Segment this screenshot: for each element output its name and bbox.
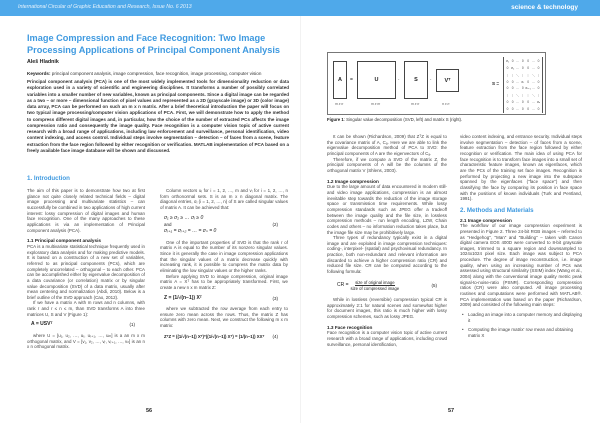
matrix-entry: … [516, 79, 520, 84]
equation-number: (3) [272, 295, 278, 301]
matrix-entry: ⋱ [516, 93, 520, 98]
matrix-entry: ⋮ [526, 72, 530, 77]
matrix-entry: ⋱ [516, 72, 520, 77]
page-spine [300, 16, 301, 423]
matrix-entry: 0 [511, 79, 514, 84]
equation-text: σ₁ ≥ σ₂ ≥ … σᵣ ≥ 0 [164, 214, 204, 221]
list-item: • Loading an image into a computer memory and displaying it [460, 312, 582, 323]
figure-caption [327, 117, 462, 122]
matrix-entry: ⋱ [531, 93, 535, 98]
abstract: Principal component analysis (PCA) is one of the most widely implemented tools for dimensionality reduction or data exploration used in a variety of scientific and engineering disciplines. It transforms a number of possibly correlated variables into a smaller number of new variables, known as principal components. Since a digital image can be regarded as a two – or more – dimensional function of pixel values and represented as a 2D (grayscale image) or 3D (color image) data array, PCA can be performed on such an m x n matrix. After a brief theoretical introduction the paper will focus on two typical image processing/computer vision applications of PCA. First, we will demonstrate how to apply the method to compress different digital images and, in particular, how the choice of the number of extracted PCs affects the image compression ratio and consequently the image quality. Face recognition is a computer vision topic of active current research with a broad range of applications, including law enforcement and surveillance, personal identification, video content indexing, and access control. Individual steps involve segmentation – detection – of faces from a scene, feature extraction from the face region followed by either recognition or verification. MATLAB implementation of PCA based on a freely available face image database will be shown and discussed. [27, 79, 289, 153]
matrix-entry: ⋱ [531, 72, 535, 77]
equation-2a [160, 211, 288, 223]
matrix-u-box: U [357, 61, 396, 99]
matrix-entry: ⋮ [511, 93, 515, 98]
list-item: • Computing the image matrix' row mean and obtaining matrix X [460, 327, 582, 338]
equation-text: Z = (1/√(n−1)) Xᵀ [164, 294, 202, 301]
matrix-entry: 0 [527, 66, 529, 71]
equation-text: ZᵀZ = ((1/√(n−1)) Xᵀ)ᵀ((1/√(n−1)) Xᵀ) = (1/(n−1)) XXᵀ [164, 333, 265, 339]
matrix-entry: ⋮ [536, 72, 541, 77]
matrix-entry: 0 [506, 86, 509, 91]
equation-5 [327, 275, 447, 297]
dim-label: n x n [442, 102, 450, 106]
equation-text: σᵣ₊₁ = σᵣ₊₂ = … = σₙ = 0 [164, 227, 217, 234]
journal-name: International Circular of Graphic Education and Research, Issue No. 6 2013 [18, 4, 192, 10]
matrix-entry: 0 [506, 106, 509, 111]
matrix-entry: ⋮ [511, 72, 515, 77]
matrix-entry: … [516, 66, 520, 71]
matrix-entry: 0 [506, 99, 509, 104]
paragraph: Column vectors uᵢ for i = 1, 2, …, m and vᵢ for i = 1, 2, …, n form orthonormal sets. S is an m x n diagonal matrix. The diagonal entries, σᵢ (i = 1, 2, …, n) of S are called singular values of matrix A. It can be achieved that: [160, 188, 288, 210]
matrix-entry: 0 [537, 79, 540, 84]
matrix-entry: 0 [537, 59, 540, 64]
matrix-entry: σₙ [536, 99, 541, 104]
matrix-entry: ⋮ [505, 72, 510, 77]
paragraph: One of the important properties of SVD is that the rank r of matrix A is equal to the number of its nonzero singular values. Since it is generally the case in image compression applications that the singular values of a matrix decrease quickly with increasing rank, it is possible to compress the matrix data by eliminating the low singular values or the higher ranks. [160, 239, 288, 273]
equation-number: (4) [272, 333, 278, 339]
s-matrix-label: S = [492, 81, 500, 86]
matrix-entry: … [531, 106, 535, 111]
matrix-entry: … [516, 106, 520, 111]
intro-heading: 1. Introduction [27, 175, 70, 182]
right-page-column-1 [327, 134, 447, 347]
equation-2b [160, 228, 288, 240]
pca-heading: 1.1 Principal component analysis [27, 238, 101, 244]
caption-text: : Singular value decomposition (SVD, left) and matrix S (right). [343, 117, 463, 122]
matrix-entry: … [531, 59, 535, 64]
matrix-entry: … [531, 79, 535, 84]
ic-heading: 2.1 Image compression [460, 217, 512, 223]
paragraph: The workflow of our image compression experiment is presented in Figure 2. Three 24-bit RGB images – referred to as "Hedgehog", "Man" and "Building" – taken with Canon digital camera EOS 400D were converted to 8-bit grayscale images, trimmed to a square region and downsampled to 1024x1024 pixel size. Each image was subject to PCA procedure. The degree of image reconstruction, i.e. image quality, when using an increasing number of PCs was assessed using structural similarity (SSIM) index (Wang et al., 2004) along with the conventional image quality metric peak signal-to-noise-ratio (PSNR). Corresponding compression ratios (CR) were also computed. All image processing routines and computations were performed with MATLAB®. PCA implementation was based on the paper (Richardson, 2009) and consisted of the following main steps: [460, 223, 582, 308]
matrix-entry: ⋮ [536, 93, 541, 98]
matrix-entry: 0 [521, 99, 524, 104]
keywords [27, 71, 292, 76]
dim-label: m x n [335, 102, 344, 106]
matrix-entry: ⋮ [505, 93, 510, 98]
equation-3 [160, 291, 288, 307]
equation-number: (2) [272, 222, 278, 228]
article-author: Aleš Hladnik [27, 59, 59, 65]
keywords-text: principal component analysis, image compression, face recognition, image processing, computer vision [51, 71, 262, 76]
matrix-entry: … [516, 59, 520, 64]
figure-1 [327, 52, 546, 115]
left-page-column-1 [27, 188, 145, 350]
matrix-entry: 0 [537, 106, 540, 111]
equation-text: and [164, 222, 172, 228]
dim-label: m x n [411, 102, 420, 106]
matrix-s-box: S [404, 61, 428, 99]
matrix-entry: 0 [527, 79, 529, 84]
matrix-entry: ⋮ [521, 72, 525, 77]
equation-number: (5) [431, 283, 437, 289]
caption-label: Figure 1 [327, 117, 344, 122]
matrix-a-box: A [333, 61, 347, 99]
article-title: Image Compression and Face Recognition: Two Image Processing Applications of Principal Component Analysis [27, 33, 281, 55]
cr-label: CR = [337, 282, 349, 289]
matrix-entry: 0 [521, 106, 524, 111]
paragraph: where we subtracted the row average from each entry to ensure zero mean across the rows. Thus, the matrix Z has columns with zero mean. Next, we construct the following m x m matrix: [160, 306, 288, 329]
matrix-entry: 0 [527, 59, 529, 64]
matrix-entry: σ₂ [511, 66, 515, 71]
matrix-entry: … [531, 99, 535, 104]
image-compression-heading: 1.2 Image compression [327, 178, 379, 184]
matrix-entry: 0 [511, 86, 514, 91]
page-number-right: 57 [448, 408, 455, 414]
matrix-entry: … [516, 99, 520, 104]
fraction-denominator: size of compressed image [350, 286, 400, 292]
page-number-left: 56 [146, 408, 153, 414]
matrix-entry: σ₁ [506, 59, 510, 64]
matrix-entry: σᵣ₊₁ [525, 86, 531, 91]
matrix-entry: 0 [527, 106, 529, 111]
matrix-entry: 0 [511, 59, 514, 64]
paragraph: Due to the large amount of data encountered in modern still- and video image applications, compression is an almost inevitable step towards the reduction of the image storage space or transmission time requirements. While lossy compression standards such as JPEG offer a tradeoff between the image quality and the file size, in lossless compression methods – run length encoding, LZW, Chain codes and others – no information reduction takes place, but the image file size may be prohibitively large. [327, 184, 447, 235]
face-recognition-heading: 1.3 Face recognition [327, 324, 373, 330]
equation-text: A = USVᵀ [31, 321, 53, 328]
matrix-entry: 0 [537, 66, 540, 71]
paragraph: video content indexing, and entrance security. Individual steps involve segmentation – detection – of faces from a scene, feature extraction from the face region followed by either recognition or verification. The main idea of using PCA for face recognition is to transform face images into a small set of characteristic feature images, known as eigenfaces, which are the PCs of the training set face images. Recognition is performed by projecting a new image into the subspace spanned by the eigenfaces ("face space") and then classifying the face by comparing its position in face space with the positions of known individuals (Turk and Pentland, 1991). [460, 134, 582, 202]
dim-label: m x m [371, 102, 381, 106]
matrix-entry: 0 [537, 86, 540, 91]
equals-sign: = [350, 77, 353, 83]
matrix-entry: 0 [511, 99, 514, 104]
paragraph: Therefore, if we compute a SVD of the matrix Z, the principal components of A will be the columns of the orthogonal matrix V (Shlens, 2003). [327, 156, 447, 173]
matrix-entry: 0 [506, 66, 509, 71]
matrix-entry: 0 [511, 106, 514, 111]
s-matrix [503, 57, 543, 113]
fraction-numerator: size of original image [355, 279, 395, 285]
matrix-entry: ⋮ [521, 93, 525, 98]
matrix-entry: 0 [521, 59, 524, 64]
paragraph: Three types of redundancy typically exist in a digital image and are exploited in image compression techniques: coding-, interpixel- (spatial) and psychovisual redundancy. In practice, both non-redundant and relevant information are discarded to achieve a higher compression ratio (CR) and reduced file size. CR can be computed according to the following formula: [327, 235, 447, 275]
matrix-entry: 0 [521, 86, 524, 91]
paragraph: Before applying SVD to image compression, original image matrix A = Xᵀ has to be appropriately transformed. First, we create a new n x m matrix Z: [160, 273, 288, 290]
section-label: science & technology [511, 4, 578, 11]
paragraph: While in lossless (reversible) compression typical CR is approximately 2:1 for natural scenes and somewhat higher for document images, this ratio is much higher with lossy compression schemes, such as lossy JPEG. [327, 297, 447, 320]
multiply-dot: · [398, 77, 400, 83]
keywords-label: Keywords: [27, 71, 51, 76]
journal-header-bar [0, 0, 600, 16]
matrix-entry: … [516, 86, 520, 91]
paragraph: If we have a matrix A with m rows and n columns, with rank r and r ≤ n ≤ m, than SVD transforms A into three matrices U, S and V (Figure 1): [27, 300, 145, 317]
paragraph: The aim of this paper is to demonstrate how two at first glance not quite closely related technical fields – digital image processing and multivariate statistics – can successfully be combined in two applications of high current interest: lossy compression of digital images and human face recognition. One of the many approaches to these applications is via an implementation of Principal component analysis (PCA). [27, 188, 145, 233]
paragraph: It can be shown (Richardson, 2009) that ZᵀZ is equal to the covariance matrix of A, Cₐ. Here we are able to link the eigenvalue decomposition method of PCA to SVD: the principal components of A are the eigenvectors of Cₐ. [327, 134, 447, 156]
equation-number: (1) [129, 322, 135, 328]
equation-4 [160, 329, 288, 345]
matrix-v-box: Vᵀ [436, 69, 459, 92]
matrix-entry: … [531, 86, 535, 91]
matrix-entry: … [531, 66, 535, 71]
steps-list [460, 312, 582, 339]
equation-1 [27, 317, 145, 333]
matrix-entry: ⋮ [526, 93, 530, 98]
matrix-entry: 0 [527, 99, 529, 104]
paragraph: Face recognition is a computer vision topic of active current research with a broad range of applications, including crowd surveillance, personal identification, [327, 330, 447, 347]
paragraph: where U = [u₁, u₂, …, uᵣ, uᵣ₊₁, …, uₘ] is a an m x m orthogonal matrix, and V = [v₁, v₂, …, vᵣ, vᵣ₊₁, …, vₙ] is an n x n orthogonal matrix. [27, 333, 145, 350]
multiply-dot: · [430, 77, 432, 83]
paragraph: PCA is a multivariate statistical technique frequently used in exploratory data analysis and for making predictive models. It is based on a construction of a new set of variables, referred to as principal components (PCs), which are completely uncorrelated – orthogonal – to each other. PCA can be accomplished either by eigenvalue decomposition of a data covariance (or correlation) matrix or by singular value decomposition (SVD) of a data matrix, usually after mean centering and normalization (Abdi, 2010). Below is a brief outline of the SVD approach (Cao, 2012). [27, 243, 145, 300]
matrix-entry: 0 [506, 79, 509, 84]
methods-heading: 2. Methods and Materials [460, 206, 534, 214]
right-page-column-2 [460, 134, 582, 339]
matrix-entry: σᵣ [521, 79, 525, 84]
matrix-entry: 0 [521, 66, 524, 71]
left-page-column-2 [160, 188, 288, 344]
